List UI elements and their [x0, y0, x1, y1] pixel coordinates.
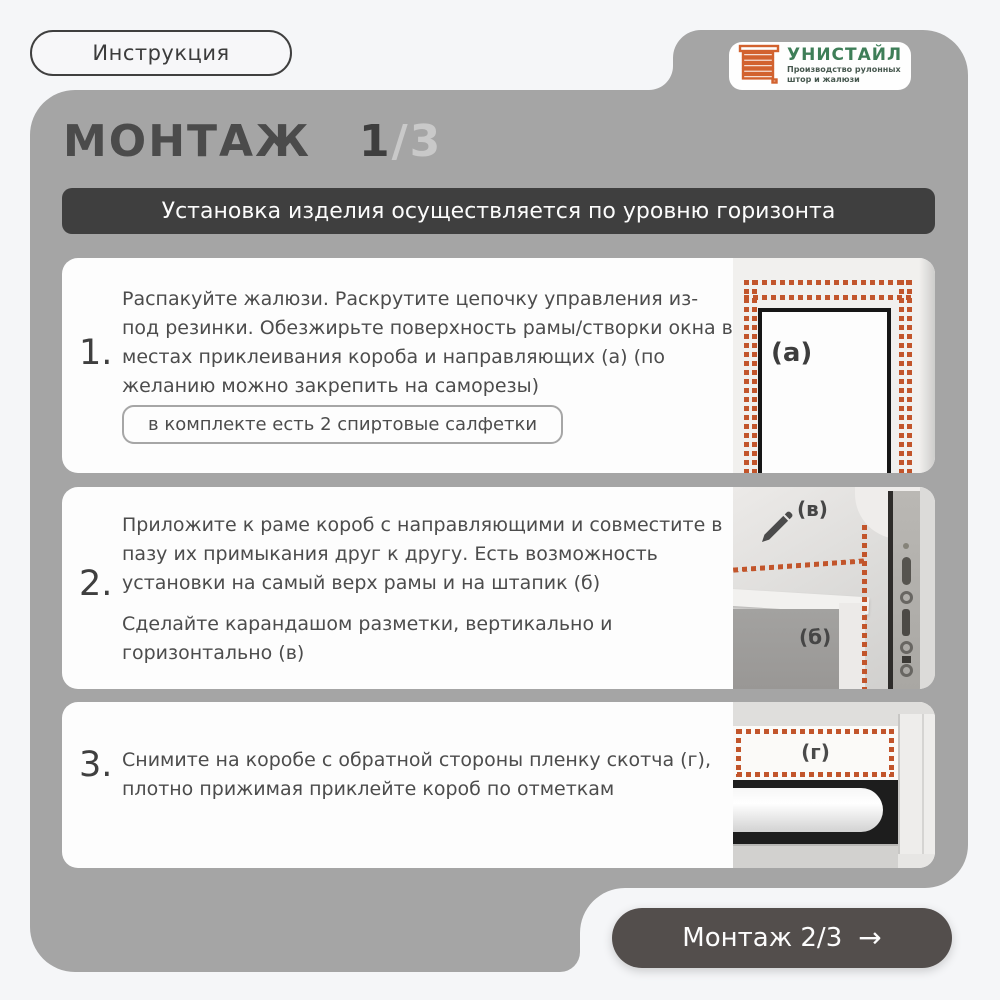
image-label-b: (б) — [799, 625, 832, 649]
logo-name: УНИСТАЙЛ — [787, 44, 903, 65]
step-card-3 — [62, 702, 935, 868]
hardware-screw — [900, 641, 913, 654]
step-text: Снимите на коробе с обратной стороны пленку скотча (г), плотно прижимая приклейте короб по отметкам — [122, 749, 711, 800]
tape-border — [737, 772, 894, 777]
page-title — [63, 116, 443, 167]
logo-subtitle-line1: Производство рулонных — [787, 64, 901, 74]
hardware-block — [902, 656, 911, 663]
step-text-2: Сделайте карандашом разметки, вертикально и горизонтально (в) — [122, 613, 613, 664]
company-logo — [729, 42, 911, 90]
step1-window-image — [733, 258, 935, 473]
next-page-button[interactable] — [612, 908, 952, 968]
step-number: 3. — [79, 745, 113, 785]
arrow-right-icon: → — [858, 921, 882, 954]
blinds-logo-icon — [738, 44, 780, 88]
pencil-icon — [759, 509, 795, 545]
step3-cassette-image — [733, 702, 935, 868]
page-number-current: 1 — [358, 116, 392, 167]
step-card-2 — [62, 487, 935, 689]
image-label-g: (г) — [801, 740, 830, 764]
instruction-badge-label: Инструкция — [92, 41, 230, 65]
level-warning-banner — [62, 188, 935, 234]
tape-mark-line — [899, 280, 904, 473]
step-card-1 — [62, 258, 935, 473]
title-text: МОНТАЖ — [63, 116, 311, 167]
step-number: 2. — [79, 564, 113, 604]
pencil-mark-vertical — [862, 525, 867, 689]
image-label-v: (в) — [797, 497, 828, 521]
wipes-note-pill: в комплекте есть 2 спиртовые салфетки — [122, 405, 563, 444]
hardware-dot — [903, 543, 909, 549]
roller-tube — [733, 788, 883, 832]
step-text: Приложите к раме короб с направляющими и совместите в пазу их примыкания друг к другу. Есть возможность установки на самый верх рамы и на штапик (б) — [122, 514, 723, 594]
cassette-bottom-rail — [733, 844, 898, 868]
instruction-badge — [30, 30, 292, 76]
page-number-total: /3 — [391, 116, 443, 167]
frame-shading — [919, 258, 935, 473]
tape-mark-line — [744, 280, 914, 285]
step2-frame-image — [733, 487, 935, 689]
tape-mark-line — [907, 280, 912, 473]
tape-mark-line — [744, 280, 749, 473]
hardware-slot — [902, 609, 910, 636]
tape-mark-line — [752, 280, 757, 473]
banner-text: Установка изделия осуществляется по уровню горизонта — [161, 198, 836, 224]
window-hardware — [893, 491, 920, 689]
window-glass — [733, 609, 841, 689]
next-page-label: Монтаж 2/3 — [682, 923, 843, 953]
step-number: 1. — [79, 333, 113, 373]
step-text: Распакуйте жалюзи. Раскрутите цепочку управления из-под резинки. Обезжирьте поверхность рамы/створки окна в местах приклеивания короба и направляющих (а) (по желанию можно закрепить на саморезы) — [122, 288, 733, 397]
logo-subtitle-line2: штор и жалюзи — [787, 74, 860, 84]
hardware-screw — [900, 591, 913, 604]
cassette-end-cap — [898, 714, 935, 854]
window-jamb — [920, 487, 935, 689]
hardware-screw — [900, 664, 913, 677]
tape-strip — [733, 726, 898, 780]
tape-border — [737, 729, 894, 734]
tape-mark-line — [744, 295, 914, 300]
hardware-latch — [902, 557, 911, 585]
image-label-a: (а) — [771, 338, 813, 368]
window-glass — [758, 308, 891, 473]
end-cap-line — [922, 714, 924, 854]
pencil-mark-horizontal — [733, 558, 865, 572]
